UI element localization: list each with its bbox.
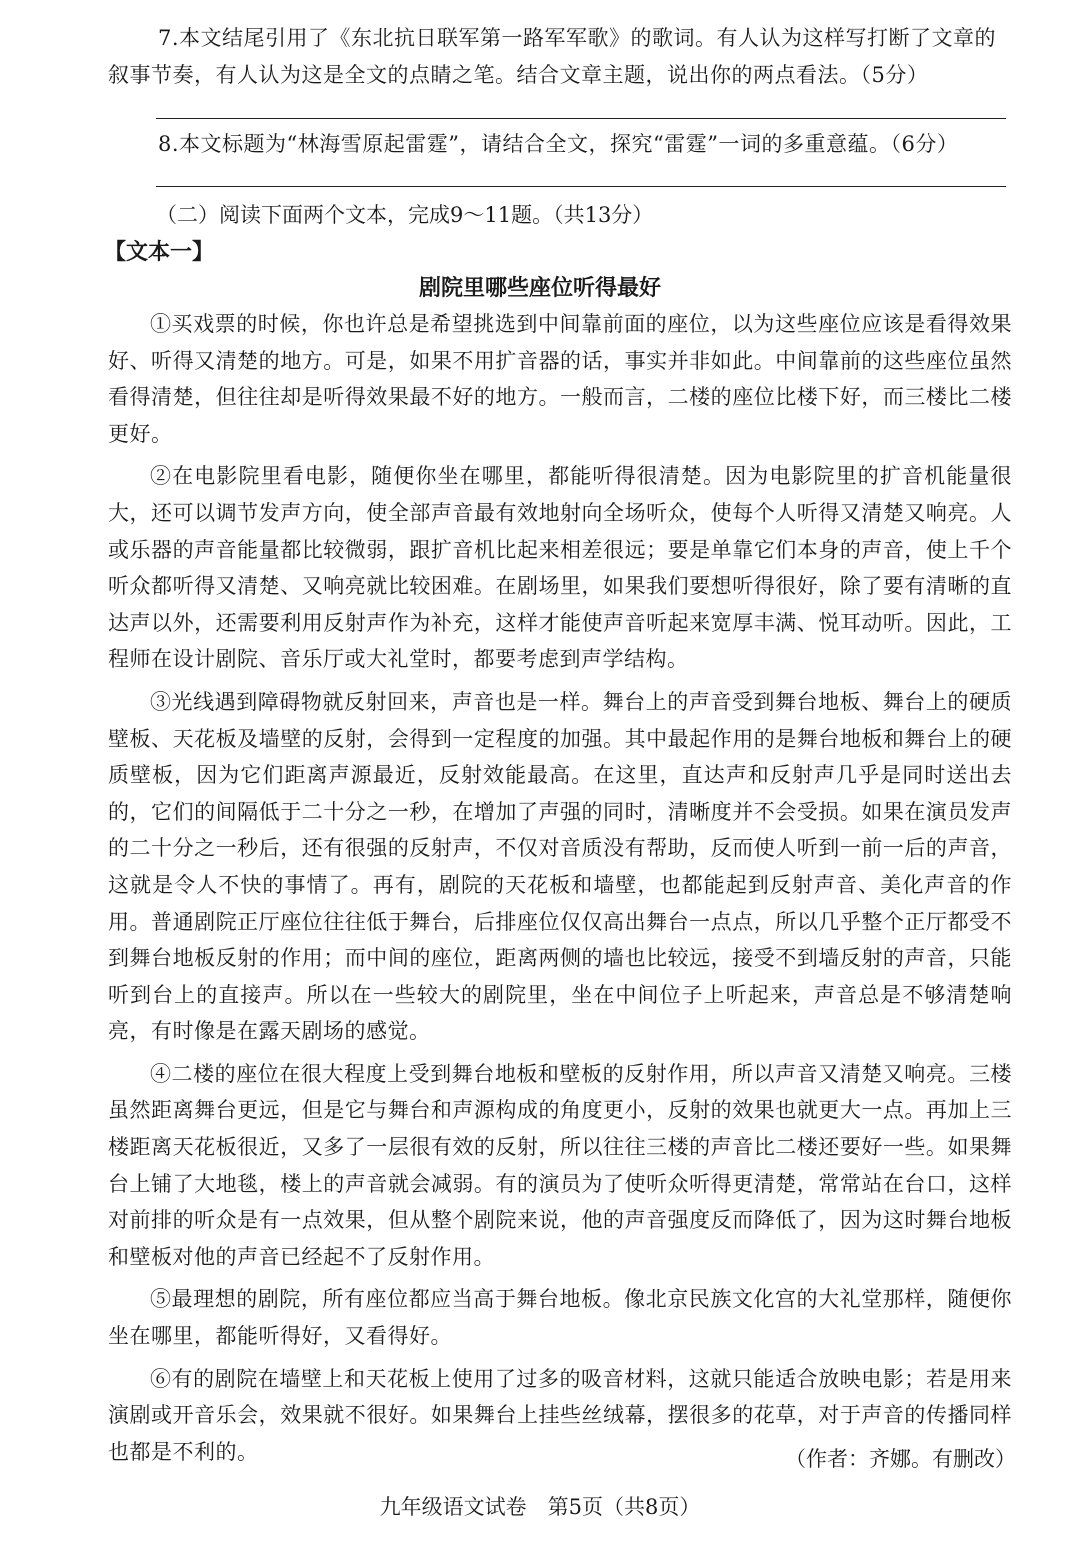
paragraph-3: ③光线遇到障碍物就反射回来，声音也是一样。舞台上的声音受到舞台地板、舞台上的硬质壁板、天花板及墙壁的反射，会得到一定程度的加强。其中最起作用的是舞台地板和舞台上的硬质壁板，因为它们距离声源最近，反射效能最高。在这里，直达声和反射声几乎是同时送出去的，它们的间隔低于二十分之一秒，在增加了声强的同时，清晰度并不会受损。如果在演员发声的二十分之一秒后，还有很强的反射声，不仅对音质没有帮助，反而使人听到一前一后的声音，这就是令人不快的事情了。再有，剧院的天花板和墙壁，也都能起到反射声音、美化声音的作用。普通剧院正厅座位往往低于舞台，后排座位仅仅高出舞台一点点，所以几乎整个正厅都受不到舞台地板反射的作用；而中间的座位，距离两侧的墙也比较远，接受不到墙反射的声音，只能听到台上的直接声。所以在一些较大的剧院里，坐在中间位子上听起来，声音总是不够清楚响亮，有时像是在露天剧场的感觉。	[108, 689, 1012, 1044]
question-8	[108, 126, 1008, 163]
question-7	[108, 20, 1008, 94]
question-7-text: 7.本文结尾引用了《东北抗日联军第一路军军歌》的歌词。有人认为这样写打断了文章的叙事节奏，有人认为这是全文的点睛之笔。结合文章主题，说出你的两点看法。（5分）	[108, 26, 997, 87]
paragraph-5: ⑤最理想的剧院，所有座位都应当高于舞台地板。像北京民族文化宫的大礼堂那样，随便你坐在哪里，都能听得好，又看得好。	[108, 1287, 1012, 1349]
paragraph-4: ④二楼的座位在很大程度上受到舞台地板和壁板的反射作用，所以声音又清楚又响亮。三楼虽然距离舞台更远，但是它与舞台和声源构成的角度更小，反射的效果也就更大一点。再加上三楼距离天花板很近，又多了一层很有效的反射，所以往往三楼的声音比二楼还要好一些。如果舞台上铺了大地毯，楼上的声音就会减弱。有的演员为了使听众听得更清楚，常常站在台口，这样对前排的听众是有一点效果，但从整个剧院来说，他的声音强度反而降低了，因为这时舞台地板和壁板对他的声音已经起不了反射作用。	[108, 1061, 1012, 1269]
paragraph-2: ②在电影院里看电影，随便你坐在哪里，都能听得很清楚。因为电影院里的扩音机能量很大，还可以调节发声方向，使全部声音最有效地射向全场听众，使每个人听得又清楚又响亮。人或乐器的声音能量都比较微弱，跟扩音机比起来相差很远；要是单靠它们本身的声音，使上千个听众都听得又清楚、又响亮就比较困难。在剧场里，如果我们要想听得很好，除了要有清晰的直达声以外，还需要利用反射声作为补充，这样才能使声音听起来宽厚丰满、悦耳动听。因此，工程师在设计剧院、音乐厅或大礼堂时，都要考虑到声学结构。	[108, 464, 1012, 672]
section-heading: （二）阅读下面两个文本，完成9～11题。（共13分）	[156, 203, 654, 227]
page-footer: 九年级语文试卷 第5页（共8页）	[379, 1495, 701, 1519]
answer-line-7[interactable]	[156, 118, 1006, 119]
author-credit: （作者：齐娜。有删改）	[785, 1447, 1016, 1471]
text-tag: 【文本一】	[104, 240, 215, 265]
article-title: 剧院里哪些座位听得最好	[418, 276, 661, 301]
article-body	[108, 306, 1012, 1476]
question-8-text: 8.本文标题为“林海雪原起雷霆”，请结合全文，探究“雷霆”一词的多重意蕴。（6分）	[158, 132, 959, 156]
paragraph-6: ⑥有的剧院在墙壁上和天花板上使用了过多的吸音材料，这就只能适合放映电影；若是用来演剧或开音乐会，效果就不很好。如果舞台上挂些丝绒幕，摆很多的花草，对于声音的传播同样也都是不利的。	[108, 1366, 1012, 1464]
answer-line-8[interactable]	[156, 186, 1006, 187]
paragraph-1: ①买戏票的时候，你也许总是希望挑选到中间靠前面的座位，以为这些座位应该是看得效果好、听得又清楚的地方。可是，如果不用扩音器的话，事实并非如此。中间靠前的这些座位虽然看得清楚，但往往却是听得效果最不好的地方。一般而言，二楼的座位比楼下好，而三楼比二楼更好。	[108, 312, 1012, 446]
